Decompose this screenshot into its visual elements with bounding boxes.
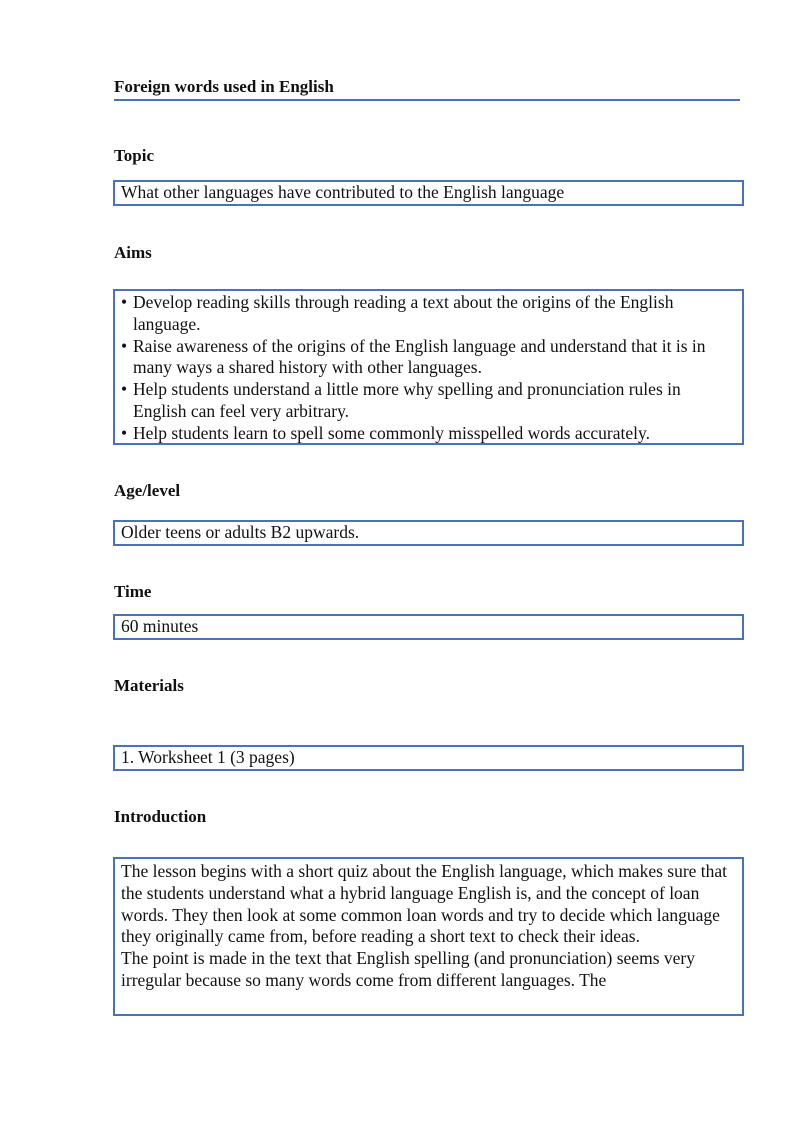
topic-heading: Topic: [114, 146, 155, 165]
bullet-marker: •: [121, 422, 128, 443]
age-level-text: Older teens or adults B2 upwards.: [121, 522, 360, 542]
age-level-box: [113, 520, 744, 546]
aim-item: [121, 336, 738, 380]
introduction-paragraph: The point is made in the text that English spelling (and pronunciation) seems very irregular because so many words come from different languages. The: [121, 948, 695, 990]
materials-heading: Materials: [114, 676, 184, 695]
materials-text: 1. Worksheet 1 (3 pages): [121, 747, 295, 767]
aims-heading: Aims: [114, 243, 152, 262]
introduction-heading: Introduction: [114, 807, 207, 826]
time-text: 60 minutes: [121, 616, 199, 636]
bullet-marker: •: [121, 335, 128, 356]
aim-item: [121, 379, 738, 423]
introduction-box: [113, 857, 744, 1016]
aims-box: [113, 289, 744, 445]
aim-item-text: Raise awareness of the origins of the English language and understand that it is in many ways a shared history with other languages.: [133, 335, 706, 378]
age-level-heading: Age/level: [114, 481, 181, 500]
materials-box: [113, 745, 744, 771]
topic-box: [113, 180, 744, 206]
time-heading: Time: [114, 582, 152, 601]
aim-item-text: Develop reading skills through reading a text about the origins of the English language.: [133, 292, 674, 334]
topic-text: What other languages have contributed to the English language: [121, 182, 565, 202]
aim-item: [121, 423, 738, 445]
bullet-marker: •: [121, 379, 128, 400]
aim-item: [121, 292, 738, 336]
introduction-paragraph: The lesson begins with a short quiz about the English language, which makes sure that the students understand what a hybrid language English is, and the concept of loan words. They then look at some common loan words and try to decide which language they originally came from, before reading a short text to check their ideas.: [121, 861, 728, 947]
document-title: Foreign words used in English: [114, 76, 740, 101]
bullet-marker: •: [121, 292, 128, 312]
aim-item-text: Help students understand a little more why spelling and pronunciation rules in English can feel very arbitrary.: [133, 379, 681, 421]
time-box: [113, 614, 744, 640]
aim-item-text: Help students learn to spell some commonly misspelled words accurately.: [133, 422, 650, 443]
